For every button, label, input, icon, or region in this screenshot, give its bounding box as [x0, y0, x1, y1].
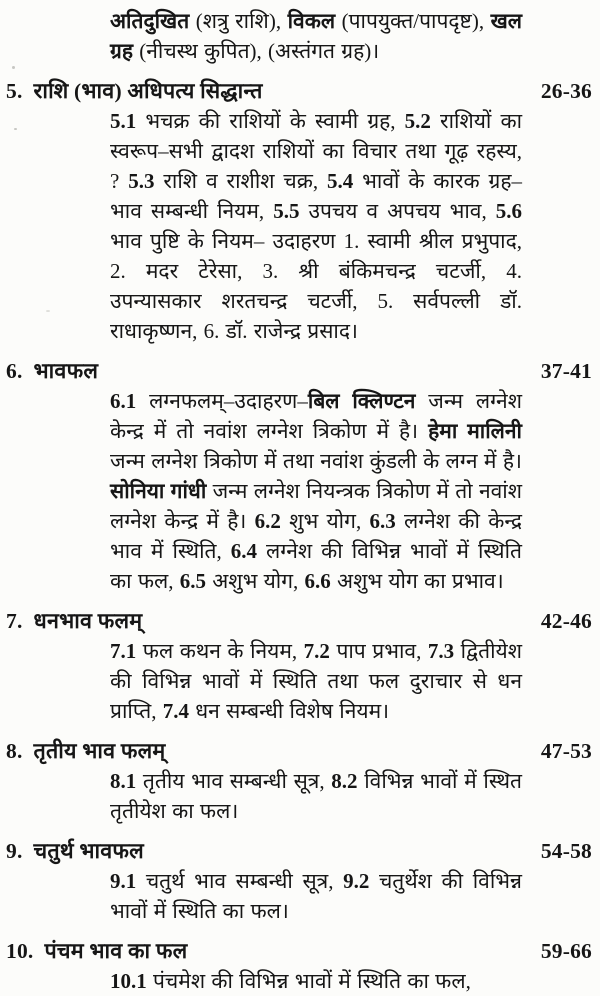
toc-item-page-range: 59-66 [540, 939, 592, 963]
text-run: लग्नेश की विभिन्न भावों में स्थिति का फल, [110, 539, 522, 593]
toc-intro-paragraph [110, 6, 522, 66]
text-run: फल कथन के नियम, [136, 639, 304, 663]
toc-item-body [110, 866, 522, 926]
text-run: 6.3 [369, 509, 396, 533]
toc-item-body [110, 386, 522, 596]
toc-item-heading [0, 356, 600, 386]
text-run: 5.5 [273, 199, 300, 223]
scan-speckle [46, 310, 50, 312]
toc-item [0, 76, 600, 346]
toc-item-body [110, 106, 522, 346]
text-run: पाप प्रभाव, [329, 639, 428, 663]
text-run: शुभ योग, [280, 509, 370, 533]
toc-item-body [110, 636, 522, 726]
text-run: अतिदुखित [110, 9, 190, 33]
text-run: राशि व राशीश चक्र, [154, 169, 327, 193]
scan-speckle [14, 128, 17, 130]
text-run: धन सम्बन्धी विशेष नियम। [189, 699, 390, 723]
text-run: (पापयुक्त/पापदृष्ट), [335, 9, 491, 33]
text-run: तृतीय भाव सम्बन्धी सूत्र, [136, 769, 332, 793]
text-run: जन्म लग्नेश त्रिकोण में तथा नवांश कुंडली के लग्न में है। [110, 449, 522, 473]
text-run: पंचमेश की विभिन्न भावों में स्थिति का फल, [146, 969, 471, 993]
text-run: राशियों का स्वरूप–सभी द्वादश राशियों का विचार तथा गूढ़ रहस्य, ? [110, 109, 523, 193]
toc-item-number: 7. [6, 609, 23, 633]
toc-item-page-range: 47-53 [540, 739, 592, 763]
text-run: भावों के कारक ग्रह–भाव सम्बन्धी नियम, [110, 169, 522, 223]
text-run: खल ग्रह [110, 9, 523, 63]
toc-item-title: पंचम भाव का फल [44, 939, 188, 963]
toc-item-title: राशि (भाव) अधिपत्य सिद्धान्त [33, 79, 263, 103]
toc-item-title: भावफल [33, 359, 99, 383]
scan-speckle [12, 66, 15, 69]
text-run: भचक्र की राशियों के स्वामी ग्रह, [136, 109, 405, 133]
text-run: जन्म लग्नेश नियन्त्रक त्रिकोण में तो नवांश लग्नेश केन्द्र में है। [110, 479, 522, 533]
toc-item [0, 736, 600, 826]
text-run: विभिन्न भावों में स्थित तृतीयेश का फल। [110, 769, 522, 823]
toc-item-number: 9. [6, 839, 23, 863]
toc-item-number: 10. [6, 939, 34, 963]
toc-item-number: 5. [6, 79, 23, 103]
text-run: चतुर्थ भाव सम्बन्धी सूत्र, [136, 869, 344, 893]
text-run: (शत्रु राशि), [189, 9, 288, 33]
text-run: अशुभ योग, [206, 569, 305, 593]
toc-item-body [110, 966, 522, 996]
toc-item-heading [0, 936, 600, 966]
text-run: 9.2 [343, 869, 370, 893]
toc-item [0, 356, 600, 596]
text-run: विकल [287, 9, 336, 33]
text-run: 8.2 [331, 769, 358, 793]
text-run: बिल क्लिण्टन [307, 389, 416, 413]
text-run: 9.1 [110, 869, 137, 893]
text-run: सोनिया गांधी [110, 479, 207, 503]
toc-item-number: 8. [6, 739, 23, 763]
toc-item-title: तृतीय भाव फलम् [33, 739, 166, 763]
text-run: (नीचस्थ कुपित), (अस्तंगत ग्रह)। [133, 39, 380, 63]
text-run: 5.6 [495, 199, 522, 223]
toc-item-page-range: 37-41 [540, 359, 592, 383]
text-run: अशुभ योग का प्रभाव। [330, 569, 504, 593]
text-run: लग्नेश की केन्द्र भाव में स्थिति, [110, 509, 522, 563]
toc-item-body [110, 766, 522, 826]
text-run: द्वितीयेश की विभिन्न भावों में स्थिति तथा फल दुराचार से धन प्राप्ति, [110, 639, 522, 723]
toc-item-number: 6. [6, 359, 23, 383]
text-run: 6.1 [110, 389, 137, 413]
toc-item-title: धनभाव फलम् [33, 609, 143, 633]
toc-item-title: चतुर्थ भावफल [33, 839, 144, 863]
text-run: 5.1 [110, 109, 137, 133]
text-run: 6.4 [230, 539, 258, 563]
toc-item-heading [0, 606, 600, 636]
text-run: 5.2 [404, 109, 431, 133]
text-run: 5.3 [128, 169, 155, 193]
toc-item [0, 606, 600, 726]
toc-item-page-range: 42-46 [540, 609, 592, 633]
text-run: भाव पुष्टि के नियम– उदाहरण 1. स्वामी श्रील प्रभुपाद, 2. मदर टेरेसा, 3. श्री बंकिमचन्द्र चटर्जी, 4. उपन्यासकार शरतचन्द्र चटर्जी, 5. सर्वपल्ली डॉ. राधाकृष्णन, 6. डॉ. राजेन्द्र प्रसाद। [110, 229, 522, 343]
toc-item-page-range: 54-58 [540, 839, 592, 863]
text-run: 10.1 [110, 969, 147, 993]
text-run: 7.3 [427, 639, 455, 663]
text-run: हेमा मालिनी [428, 419, 522, 443]
text-run: 7.2 [303, 639, 330, 663]
text-run: 6.2 [254, 509, 281, 533]
toc-list [0, 76, 600, 996]
text-run: 8.1 [110, 769, 137, 793]
text-run: 6.6 [304, 569, 331, 593]
text-run: 7.4 [162, 699, 190, 723]
toc-item-page-range: 26-36 [540, 79, 592, 103]
text-run: उपचय व अपचय भाव, [299, 199, 496, 223]
text-run: 5.4 [327, 169, 354, 193]
text-run: 6.5 [179, 569, 206, 593]
toc-item [0, 836, 600, 926]
text-run: लग्नफलम्–उदाहरण– [136, 389, 308, 413]
toc-item-heading [0, 836, 600, 866]
toc-item-heading [0, 76, 600, 106]
text-run: चतुर्थेश की विभिन्न भावों में स्थिति का फल। [110, 869, 523, 923]
toc-item-heading [0, 736, 600, 766]
toc-item [0, 936, 600, 996]
text-run: जन्म लग्नेश केन्द्र में तो नवांश लग्नेश त्रिकोण में है। [110, 389, 522, 443]
text-run: 7.1 [110, 639, 137, 663]
